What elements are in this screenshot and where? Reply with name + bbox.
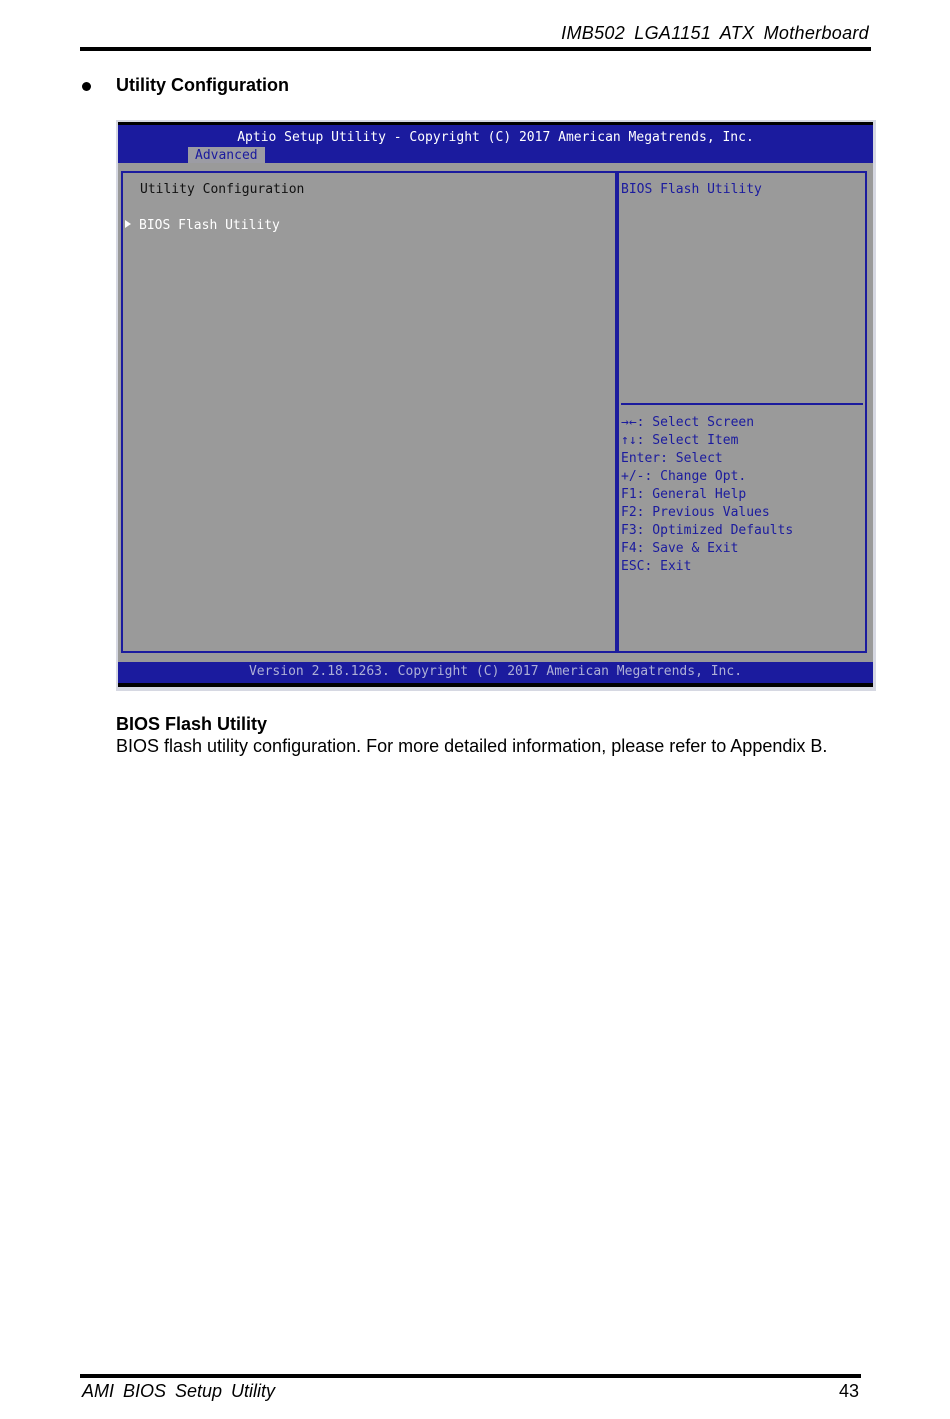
footer-title: AMI BIOS Setup Utility [82, 1381, 276, 1401]
submenu-arrow-icon [125, 220, 131, 228]
bios-title-bar [118, 122, 873, 163]
document-header-title: IMB502 LGA1151 ATX Motherboard [561, 23, 869, 43]
help-text: BIOS Flash Utility [621, 182, 762, 197]
bios-main-panel [121, 171, 617, 653]
bios-help-panel [617, 171, 867, 653]
key-help-select-item: ↑↓: Select Item [621, 433, 739, 448]
key-help-list [621, 414, 793, 576]
bios-body [118, 163, 873, 662]
bullet-icon [82, 82, 91, 91]
key-help-change-opt: +/-: Change Opt. [621, 469, 747, 484]
bios-page-title: Utility Configuration [140, 182, 305, 197]
help-divider [621, 403, 863, 405]
key-help-esc-exit: ESC: Exit [621, 559, 692, 574]
section-heading: Utility Configuration [116, 75, 289, 95]
bios-screenshot [116, 120, 876, 691]
key-help-optimized-defaults: F3: Optimized Defaults [621, 523, 794, 538]
bios-title: Aptio Setup Utility - Copyright (C) 2017 American Megatrends, Inc. [237, 130, 754, 145]
item-heading: BIOS Flash Utility [116, 714, 268, 734]
bios-version-bar: Version 2.18.1263. Copyright (C) 2017 American Megatrends, Inc. [118, 662, 873, 687]
key-help-select-screen: →←: Select Screen [621, 415, 755, 430]
key-help-enter: Enter: Select [621, 451, 723, 466]
header-rule [80, 47, 871, 51]
menu-item-bios-flash-utility[interactable] [125, 218, 280, 233]
menu-item-label: BIOS Flash Utility [139, 218, 280, 233]
key-help-previous-values: F2: Previous Values [621, 505, 770, 520]
footer-rule [80, 1374, 861, 1378]
item-description: BIOS flash utility configuration. For more detailed information, please refer to Appendix B. [116, 736, 828, 756]
key-help-general-help: F1: General Help [621, 487, 747, 502]
page-number: 43 [838, 1381, 859, 1401]
tab-advanced[interactable]: Advanced [188, 147, 265, 165]
key-help-save-exit: F4: Save & Exit [621, 541, 739, 556]
